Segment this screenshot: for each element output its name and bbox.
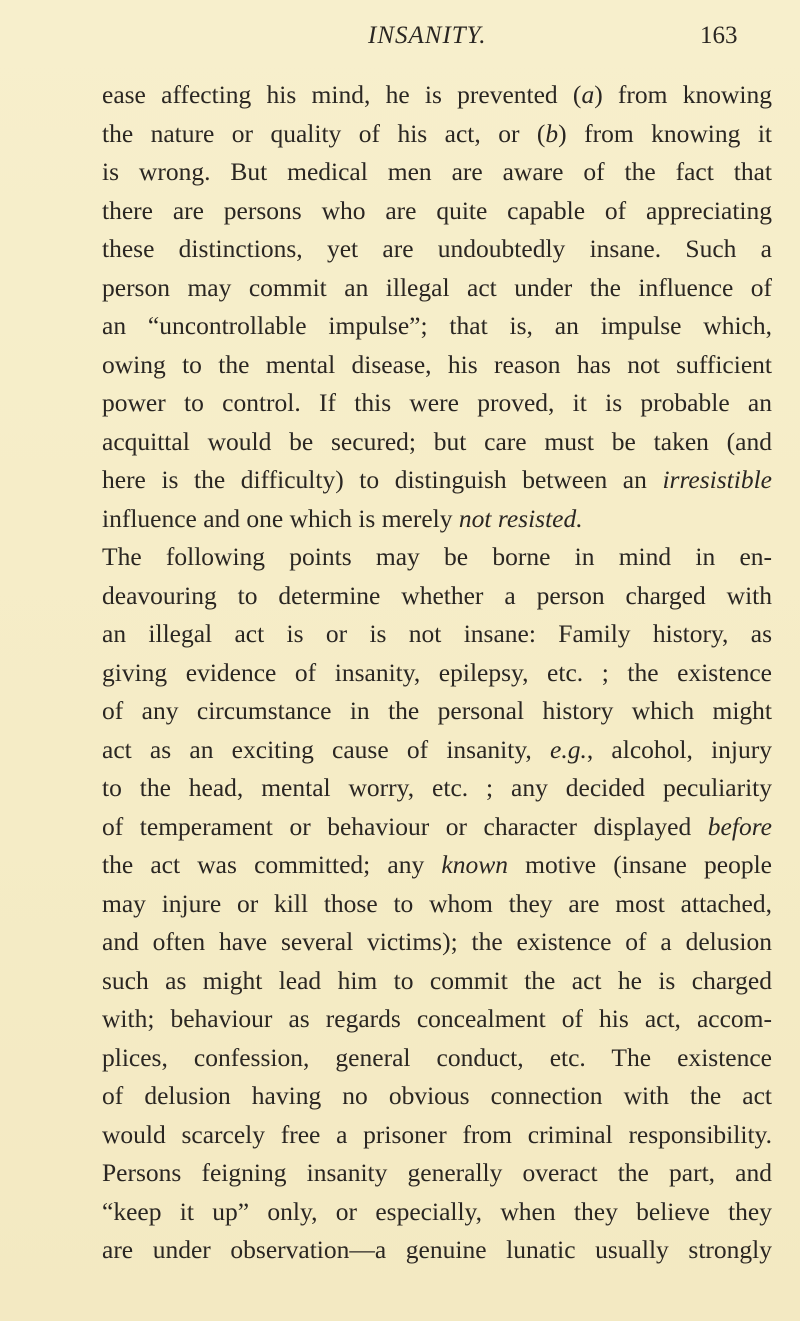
text-run: is wrong. But medical men are aware of the fact that	[102, 157, 772, 186]
text-line	[102, 731, 772, 770]
text-run: of temperament or behaviour or character displayed	[102, 811, 708, 841]
text-run: the act was committed; any	[102, 850, 442, 879]
text-run: influence and one which is merely	[102, 503, 459, 533]
text-line	[102, 115, 772, 154]
text-line	[102, 1193, 772, 1232]
text-run: an illegal act is or is not insane: Family history, as	[102, 619, 772, 648]
text-run: deavouring to determine whether a person charged with	[102, 580, 772, 610]
text-run: with; behaviour as regards concealment of his act, accom-	[102, 1004, 772, 1033]
text-line	[102, 500, 772, 539]
text-run: such as might lead him to commit the act he is charged	[102, 965, 772, 995]
text-run: may injure or kill those to whom they are most attached,	[102, 888, 772, 918]
italic-run: not resisted.	[458, 503, 583, 533]
text-line	[102, 423, 772, 462]
text-line	[102, 153, 772, 192]
text-run: giving evidence of insanity, epilepsy, etc. ; the existence	[102, 657, 772, 687]
text-line	[102, 846, 772, 885]
text-line	[102, 1154, 772, 1193]
text-run: act as an exciting cause of insanity,	[102, 734, 551, 764]
text-line	[102, 577, 772, 616]
text-run: person may commit an illegal act under the influence of	[102, 272, 772, 302]
text-run: plices, confession, general conduct, etc. The existence	[102, 1042, 772, 1072]
text-run: ease affecting his mind, he is prevented (	[102, 80, 582, 109]
text-run: are under observation—a genuine lunatic usually strongly	[102, 1235, 772, 1264]
text-run: there are persons who are quite capable of appreciating	[102, 195, 772, 225]
text-line	[102, 346, 772, 385]
italic-run: known	[441, 850, 508, 879]
text-line	[102, 1116, 772, 1155]
text-line	[102, 1000, 772, 1039]
italic-run: irresistible	[662, 465, 772, 494]
text-run: power to control. If this were proved, it is probable an	[102, 388, 772, 417]
text-run: and often have several victims); the existence of a delusion	[102, 927, 772, 956]
text-line	[102, 76, 772, 115]
text-run: motive (insane people	[508, 850, 772, 879]
text-run: The following points may be borne in mind in en-	[102, 542, 772, 571]
text-run: to the head, mental worry, etc. ; any decided peculiarity	[102, 773, 772, 802]
text-line	[102, 538, 772, 577]
running-head	[0, 22, 800, 62]
text-line	[102, 654, 772, 693]
text-line	[102, 230, 772, 269]
text-line	[102, 615, 772, 654]
text-line	[102, 461, 772, 500]
text-run: of any circumstance in the personal history which might	[102, 696, 772, 725]
text-line	[102, 1231, 772, 1270]
text-run: would scarcely free a prisoner from criminal responsibility.	[102, 1119, 772, 1149]
text-line	[102, 692, 772, 731]
text-run: owing to the mental disease, his reason has not sufficient	[102, 349, 772, 379]
italic-run: b	[545, 118, 559, 148]
text-run: ) from knowing it	[558, 118, 772, 148]
text-line	[102, 885, 772, 924]
text-run: an “uncontrollable impulse”; that is, an impulse which,	[102, 311, 772, 340]
text-line	[102, 769, 772, 808]
text-run: , alcohol, injury	[586, 734, 772, 764]
italic-run: before	[707, 811, 772, 841]
text-run: here is the difficulty) to distinguish between an	[102, 465, 663, 494]
text-line	[102, 307, 772, 346]
italic-run: e.g.	[550, 734, 587, 764]
text-line	[102, 269, 772, 308]
text-line	[102, 1077, 772, 1116]
page-number: 163	[700, 22, 738, 49]
text-line	[102, 962, 772, 1001]
text-run: “keep it up” only, or especially, when they believe they	[102, 1196, 772, 1226]
text-line	[102, 1039, 772, 1078]
text-line	[102, 384, 772, 423]
text-line	[102, 808, 772, 847]
text-run: of delusion having no obvious connection with the act	[102, 1081, 772, 1110]
text-run: these distinctions, yet are undoubtedly insane. Such a	[102, 234, 772, 263]
body-text	[102, 76, 772, 1270]
text-run: acquittal would be secured; but care must be taken (and	[102, 426, 772, 456]
italic-run: a	[581, 80, 595, 109]
text-run: the nature or quality of his act, or (	[102, 118, 546, 148]
text-run: Persons feigning insanity generally overact the part, and	[102, 1158, 772, 1187]
text-run: ) from knowing	[594, 80, 772, 109]
running-title: INSANITY.	[368, 22, 487, 49]
text-line	[102, 192, 772, 231]
text-line	[102, 923, 772, 962]
